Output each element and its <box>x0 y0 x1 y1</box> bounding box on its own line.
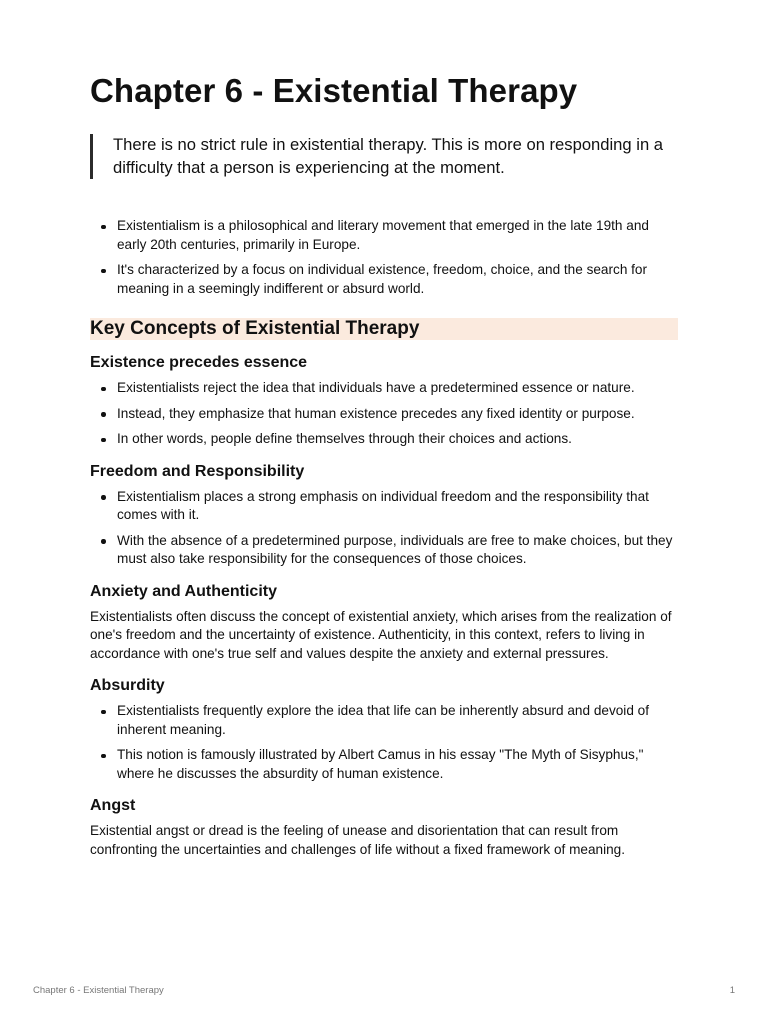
list-item: Existentialists frequently explore the idea that life can be inherently absurd and devoid of inherent meaning. <box>117 702 678 739</box>
list-item: Existentialism places a strong emphasis on individual freedom and the responsibility that comes with it. <box>117 488 678 525</box>
page-title: Chapter 6 - Existential Therapy <box>90 72 578 109</box>
list-item: This notion is famously illustrated by Albert Camus in his essay "The Myth of Sisyphus," where he discusses the absurdity of human existence. <box>117 746 678 783</box>
list-item: With the absence of a predetermined purpose, individuals are free to make choices, but they must also take responsibility for the consequences of those choices. <box>117 532 678 569</box>
section-heading: Key Concepts of Existential Therapy <box>90 318 678 340</box>
callout-quote: There is no strict rule in existential therapy. This is more on responding in a difficulty that a person is experiencing at the moment. <box>90 134 678 179</box>
page-footer <box>33 985 735 996</box>
subsection-heading: Freedom and Responsibility <box>90 462 305 480</box>
paragraph: Existentialists often discuss the concept of existential anxiety, which arises from the realization of one's freedom and the uncertainty of existence. Authenticity, in this context, refers to living in accordance with one's true self and values despite the anxiety and external pressures. <box>90 608 672 661</box>
subsection-heading: Absurdity <box>90 677 165 694</box>
paragraph: Existential angst or dread is the feeling of unease and disorientation that can result from confronting the uncertainties and challenges of life without a fixed framework of meaning. <box>90 823 625 857</box>
intro-list <box>90 217 678 298</box>
bullet-list <box>90 488 678 569</box>
list-item: It's characterized by a focus on individual existence, freedom, choice, and the search for meaning in a seemingly indifferent or absurd world. <box>117 261 678 298</box>
bullet-list <box>90 379 678 449</box>
subsection-heading: Anxiety and Authenticity <box>90 582 277 600</box>
subsection-heading: Existence precedes essence <box>90 354 308 371</box>
list-item: In other words, people define themselves through their choices and actions. <box>117 430 678 449</box>
list-item: Instead, they emphasize that human existence precedes any fixed identity or purpose. <box>117 405 678 424</box>
footer-title: Chapter 6 - Existential Therapy <box>33 985 164 996</box>
page-number: 1 <box>729 985 735 996</box>
bullet-list <box>90 702 678 783</box>
list-item: Existentialism is a philosophical and literary movement that emerged in the late 19th and early 20th centuries, primarily in Europe. <box>117 217 678 254</box>
subsection-heading: Angst <box>90 797 136 814</box>
list-item: Existentialists reject the idea that individuals have a predetermined essence or nature. <box>117 379 678 398</box>
content-flow <box>90 217 678 859</box>
